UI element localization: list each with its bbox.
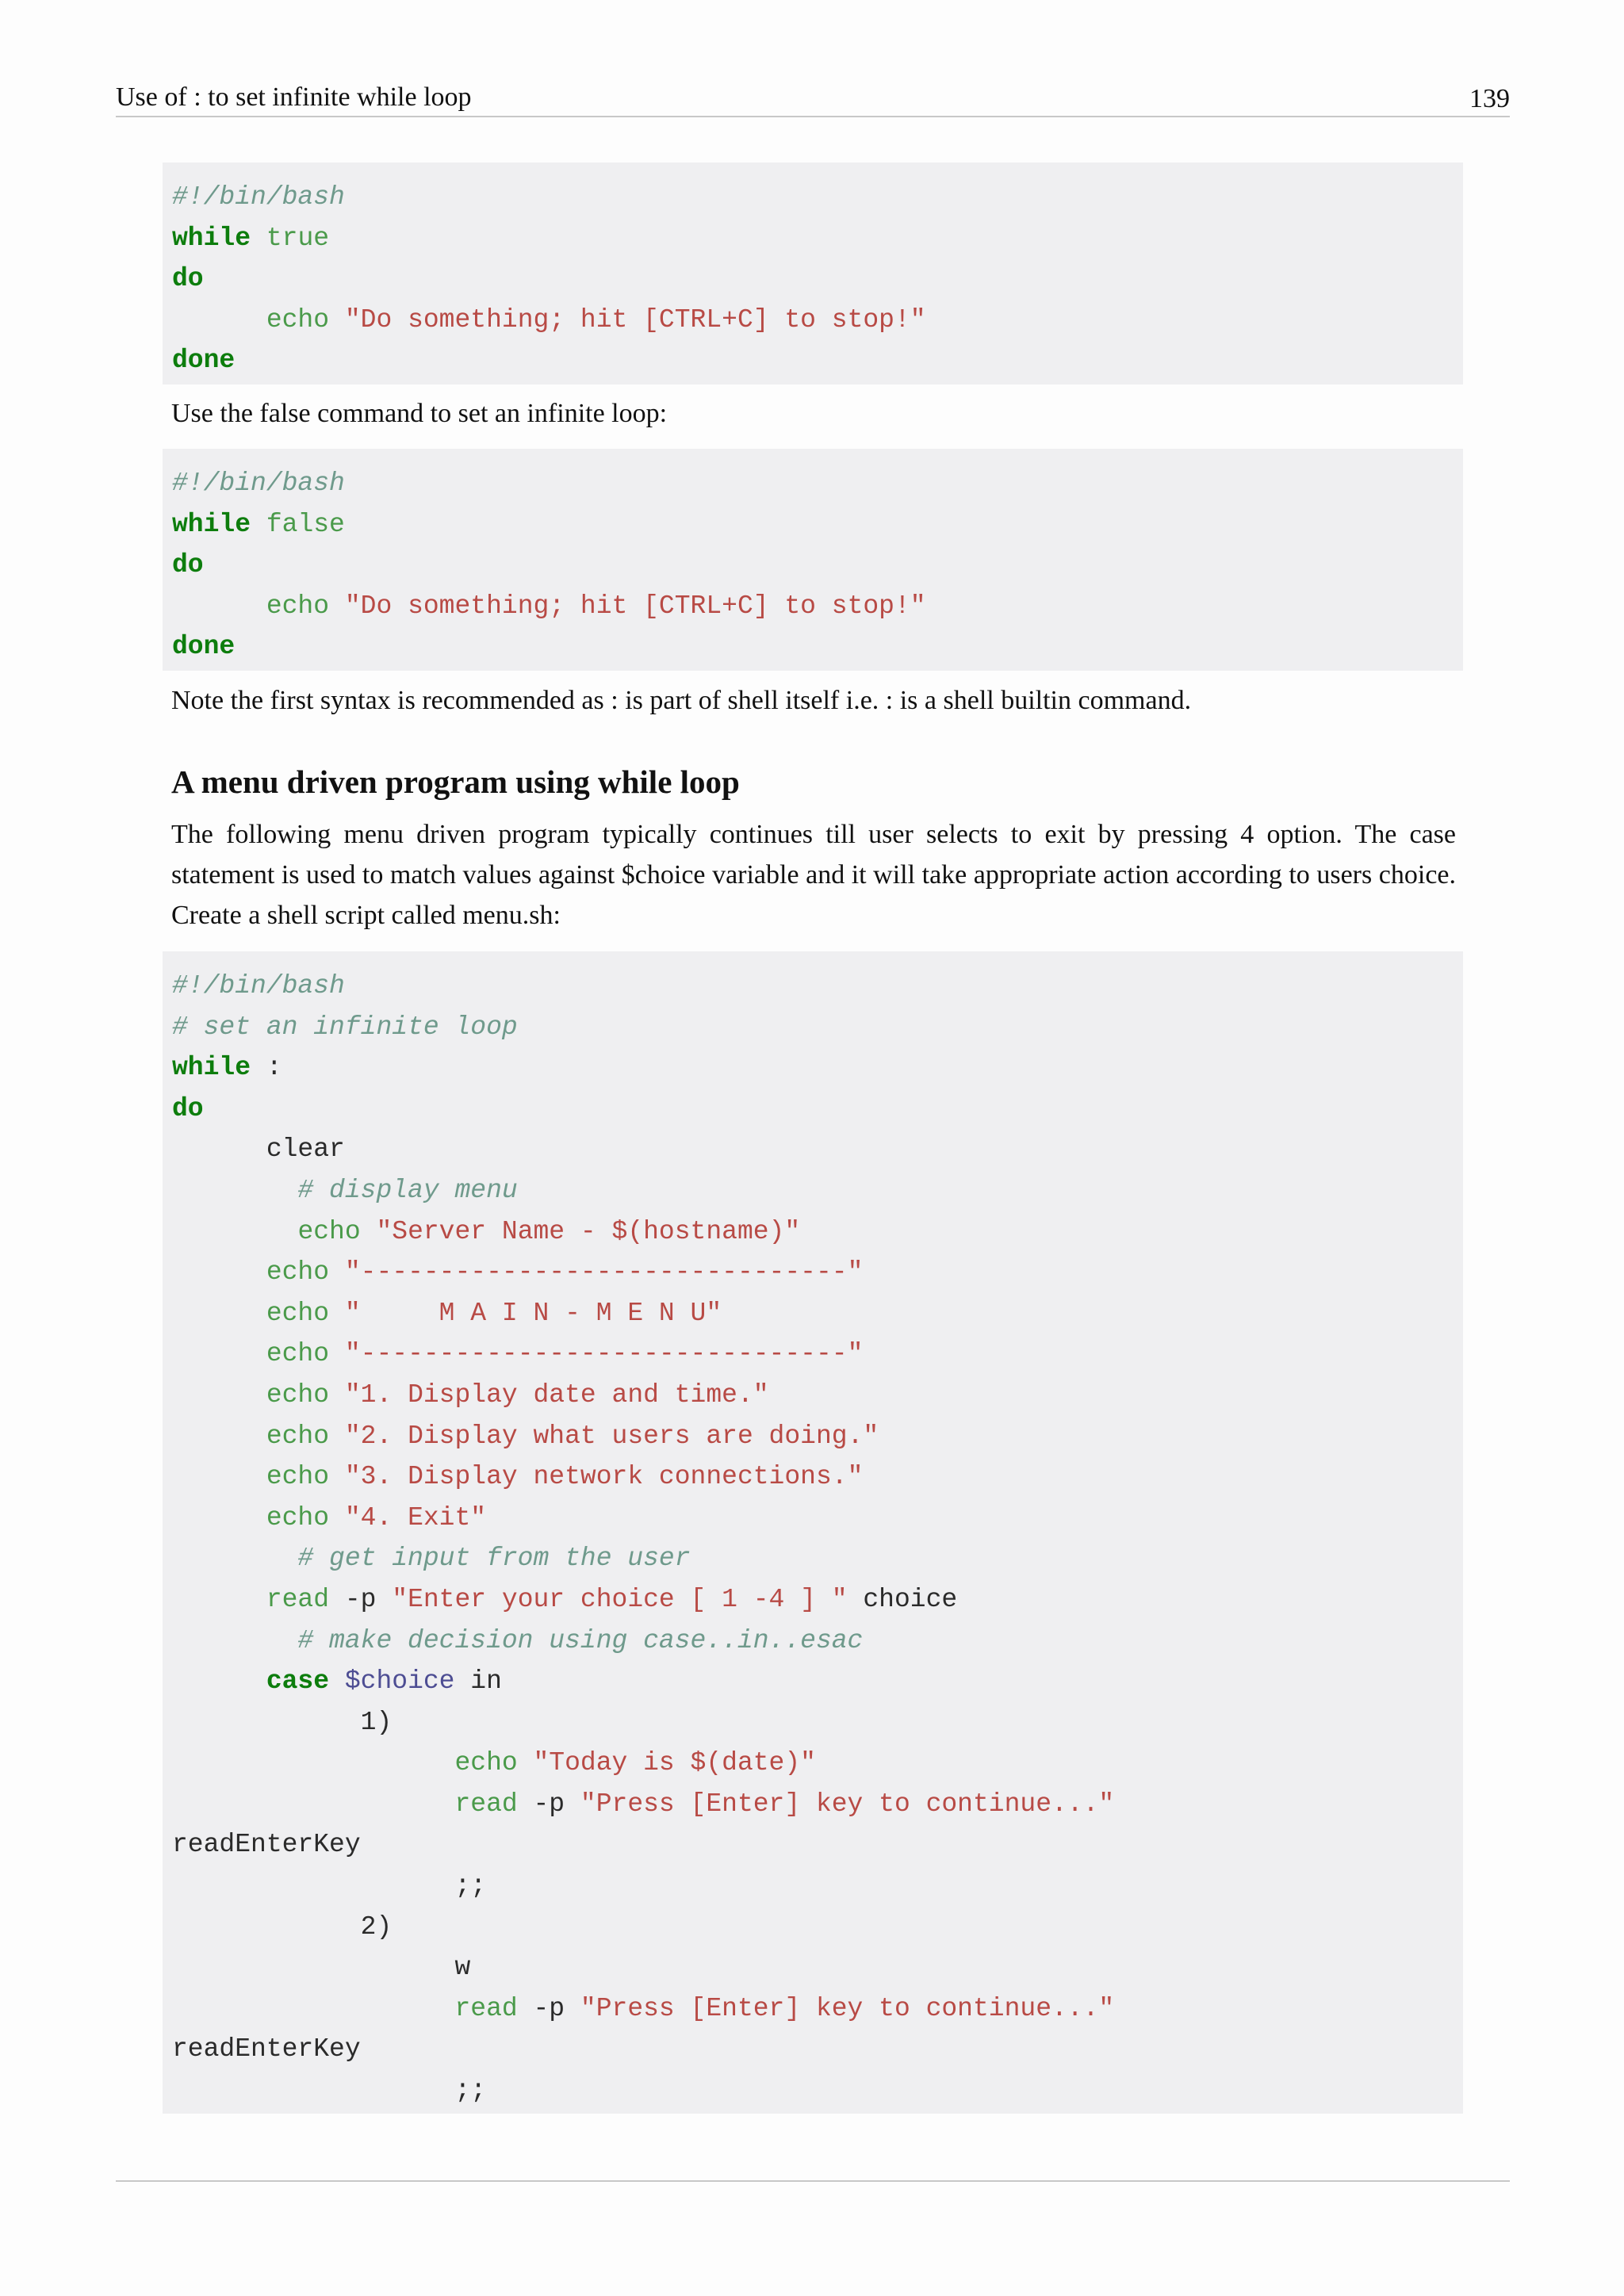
code-block-menu-script xyxy=(163,951,1463,2114)
code-token: echo xyxy=(266,1298,330,1328)
code-line xyxy=(172,1416,1463,1457)
code-token: " M A I N - M E N U" xyxy=(344,1298,722,1328)
code-line xyxy=(172,1907,1463,1948)
code-line xyxy=(172,1007,1463,1048)
code-line xyxy=(172,1129,1463,1170)
code-line xyxy=(172,1702,1463,1743)
code-token: # display menu xyxy=(297,1175,518,1205)
code-line xyxy=(172,1824,1463,1866)
code-line xyxy=(172,1743,1463,1784)
code-token: echo xyxy=(266,304,330,335)
code-token xyxy=(172,1789,454,1819)
code-token xyxy=(172,1667,266,1696)
code-line xyxy=(172,1089,1463,1130)
code-line xyxy=(172,300,1463,341)
code-token: echo xyxy=(266,1380,330,1410)
code-line xyxy=(172,626,1463,668)
code-token: w xyxy=(172,1953,471,1983)
code-token: false xyxy=(266,509,345,539)
code-line xyxy=(172,1211,1463,1253)
code-token: -p xyxy=(517,1993,580,2023)
code-token xyxy=(172,1422,266,1451)
code-token: echo xyxy=(297,1216,361,1246)
code-token xyxy=(518,1748,534,1777)
code-token: "Today is $(date)" xyxy=(533,1748,816,1778)
code-token: #!/bin/bash xyxy=(172,971,345,1001)
code-token: do xyxy=(172,550,204,580)
code-line xyxy=(172,1047,1463,1089)
code-token: "2. Display what users are doing." xyxy=(344,1421,879,1451)
code-token: # make decision using case..in..esac xyxy=(297,1625,864,1655)
code-token: "4. Exit" xyxy=(344,1502,487,1533)
code-token: case xyxy=(266,1667,330,1697)
code-token: "Do something; hit [CTRL+C] to stop!" xyxy=(344,591,926,621)
code-token: "Press [Enter] key to continue..." xyxy=(580,1789,1115,1819)
code-token: # set an infinite loop xyxy=(172,1012,518,1042)
code-line xyxy=(172,1252,1463,1293)
code-token xyxy=(172,1176,297,1205)
code-token xyxy=(251,510,266,539)
code-token: echo xyxy=(266,1421,330,1451)
code-line xyxy=(172,1375,1463,1416)
code-token: "3. Display network connections." xyxy=(344,1462,864,1492)
code-line xyxy=(172,1621,1463,1662)
code-token: "1. Display date and time." xyxy=(344,1380,769,1410)
code-token xyxy=(172,591,266,621)
code-token xyxy=(329,305,345,335)
code-token xyxy=(172,1380,266,1410)
code-token: $choice xyxy=(344,1667,455,1697)
code-token: true xyxy=(266,223,330,253)
code-token: do xyxy=(172,264,204,294)
code-block-true-loop xyxy=(163,163,1463,385)
code-token: do xyxy=(172,1093,204,1123)
code-line xyxy=(172,1661,1463,1702)
code-token xyxy=(361,1217,377,1246)
code-token xyxy=(329,591,345,621)
code-token: "-------------------------------" xyxy=(344,1339,864,1369)
code-token xyxy=(329,1380,345,1410)
code-token: 2) xyxy=(172,1911,393,1942)
code-token: readEnterKey xyxy=(172,2034,361,2064)
code-token: ;; xyxy=(172,1871,487,1901)
paragraph-syntax-note: Note the first syntax is recommended as : is part of shell itself i.e. : is a shell builtin command. xyxy=(171,686,1192,715)
code-token: ;; xyxy=(172,2076,487,2106)
code-token: read xyxy=(266,1584,330,1614)
code-token xyxy=(329,1422,345,1451)
code-token: "Server Name - $(hostname)" xyxy=(376,1216,801,1246)
code-token: echo xyxy=(266,1462,330,1492)
code-token xyxy=(172,1339,266,1368)
section-heading: A menu driven program using while loop xyxy=(171,763,740,800)
running-title: Use of : to set infinite while loop xyxy=(116,82,472,112)
code-token: read xyxy=(454,1789,518,1819)
code-token: 1) xyxy=(172,1707,393,1737)
code-token: readEnterKey xyxy=(172,1830,361,1860)
code-line xyxy=(172,1293,1463,1334)
code-line xyxy=(172,1866,1463,1907)
paragraph-menu-description: The following menu driven program typically continues till user selects to exit by pressing 4 option. The case statement is used to match values against $choice variable and it will take appropriate action according to users choice. Create a shell script called menu.sh: xyxy=(171,820,1456,930)
code-token: clear xyxy=(172,1135,345,1165)
page-header xyxy=(116,79,1510,117)
code-token: echo xyxy=(266,1339,330,1369)
page-number: 139 xyxy=(1469,84,1510,113)
code-line xyxy=(172,1538,1463,1579)
code-token xyxy=(172,305,266,335)
code-token: : xyxy=(251,1053,282,1083)
code-token: done xyxy=(172,346,236,376)
code-token: -p xyxy=(517,1789,580,1819)
code-token xyxy=(172,1503,266,1533)
code-token: "Enter your choice [ 1 -4 ] " xyxy=(392,1584,848,1614)
code-token: "Do something; hit [CTRL+C] to stop!" xyxy=(344,304,926,335)
code-token: #!/bin/bash xyxy=(172,469,345,498)
code-token: -p xyxy=(329,1584,393,1614)
code-line xyxy=(172,2070,1463,2111)
code-line xyxy=(172,966,1463,1007)
code-line xyxy=(172,463,1463,504)
code-token xyxy=(251,224,266,253)
code-token: done xyxy=(172,632,236,662)
code-line xyxy=(172,1947,1463,1988)
code-line xyxy=(172,545,1463,586)
code-token: read xyxy=(454,1993,518,2023)
code-token: echo xyxy=(266,591,330,621)
code-line xyxy=(172,177,1463,218)
code-line xyxy=(172,1334,1463,1375)
code-token xyxy=(329,1339,345,1368)
code-token: choice xyxy=(847,1584,958,1614)
code-token xyxy=(172,1544,297,1573)
code-line xyxy=(172,258,1463,300)
code-token xyxy=(172,1257,266,1287)
code-token xyxy=(329,1299,345,1328)
code-line xyxy=(172,218,1463,259)
code-token xyxy=(172,1585,266,1614)
code-token: while xyxy=(172,1053,251,1083)
code-token: echo xyxy=(454,1748,518,1778)
code-token: while xyxy=(172,509,251,539)
code-token xyxy=(172,1626,297,1655)
code-token xyxy=(172,1994,454,2023)
code-line xyxy=(172,340,1463,381)
code-token: #!/bin/bash xyxy=(172,182,345,212)
code-token xyxy=(329,1257,345,1287)
code-token: in xyxy=(454,1667,502,1697)
code-line xyxy=(172,1498,1463,1539)
code-token xyxy=(172,1462,266,1491)
code-line xyxy=(172,1170,1463,1211)
code-token xyxy=(329,1462,345,1491)
code-token: echo xyxy=(266,1257,330,1288)
code-line xyxy=(172,1579,1463,1621)
footer-rule xyxy=(116,2180,1510,2182)
code-block-false-loop xyxy=(163,449,1463,671)
code-token xyxy=(329,1503,345,1533)
code-token: "Press [Enter] key to continue..." xyxy=(580,1993,1115,2023)
code-token: while xyxy=(172,223,251,253)
code-line xyxy=(172,2029,1463,2070)
code-token xyxy=(172,1748,454,1777)
code-token xyxy=(329,1667,345,1696)
code-token xyxy=(172,1299,266,1328)
code-token: echo xyxy=(266,1502,330,1533)
code-line xyxy=(172,1988,1463,2030)
code-token xyxy=(172,1217,297,1246)
paragraph-false-command: Use the false command to set an infinite loop: xyxy=(171,399,668,428)
code-token: # get input from the user xyxy=(297,1544,691,1574)
code-line xyxy=(172,586,1463,627)
code-token: "-------------------------------" xyxy=(344,1257,864,1288)
code-line xyxy=(172,1456,1463,1498)
code-line xyxy=(172,1784,1463,1825)
code-line xyxy=(172,504,1463,545)
